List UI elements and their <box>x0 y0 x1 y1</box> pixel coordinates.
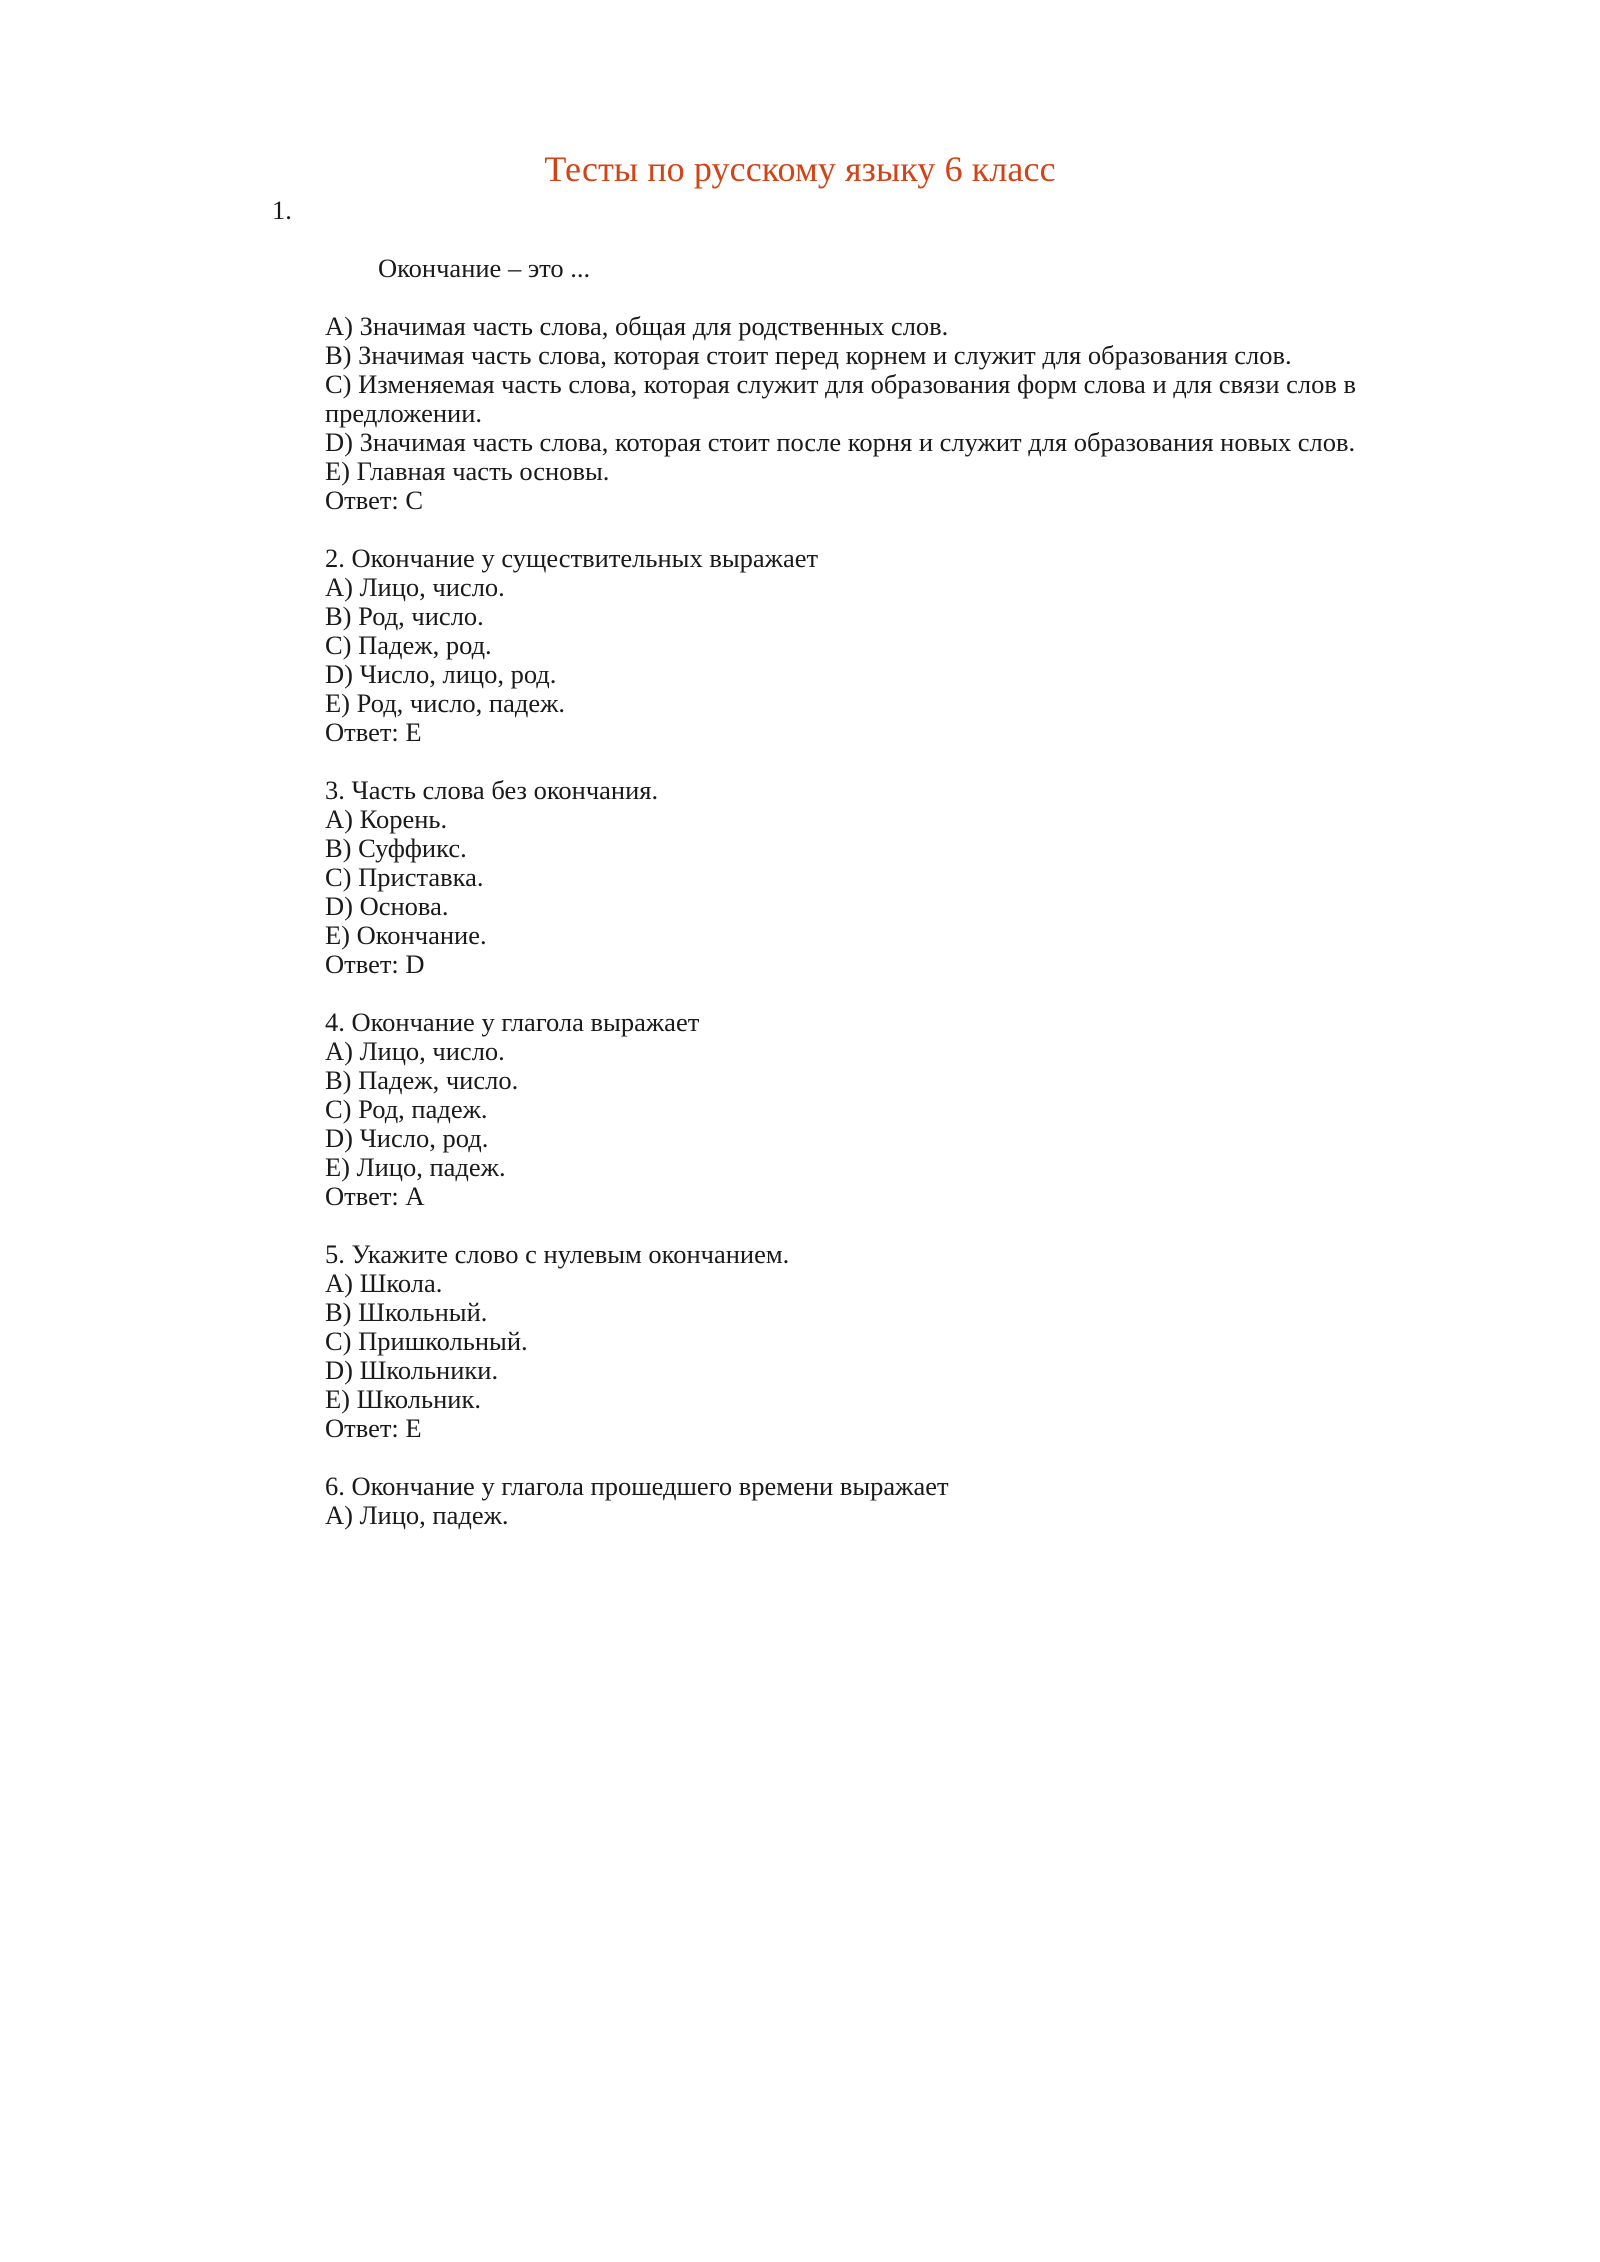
question-3-option-d: D) Основа. <box>325 891 449 921</box>
question-1-option-a: A) Значимая часть слова, общая для родственных слов. <box>325 311 949 341</box>
question-block-6 <box>272 1472 1472 1530</box>
question-4-option-e: E) Лицо, падеж. <box>325 1152 506 1182</box>
question-4-option-b: B) Падеж, число. <box>325 1065 519 1095</box>
question-block-1 <box>272 196 1472 515</box>
question-1-prompt-row <box>272 196 1472 312</box>
question-3-option-c: C) Приставка. <box>325 862 484 892</box>
question-block-4 <box>272 1008 1472 1211</box>
question-4-prompt: 4. Окончание у глагола выражает <box>325 1007 700 1037</box>
question-4-option-c: C) Род, падеж. <box>325 1094 488 1124</box>
question-1-number: 1. <box>272 195 292 225</box>
question-1-option-b: B) Значимая часть слова, которая стоит перед корнем и служит для образования слов. <box>325 340 1292 370</box>
question-block-3 <box>272 776 1472 979</box>
question-1-option-c: C) Изменяемая часть слова, которая служит для образования форм слова и для связи слов в предложении. <box>325 369 1363 428</box>
question-6-option-a: A) Лицо, падеж. <box>325 1500 509 1530</box>
question-5-option-c: C) Пришкольный. <box>325 1326 528 1356</box>
question-2-option-d: D) Число, лицо, род. <box>325 659 557 689</box>
question-block-5 <box>272 1240 1472 1443</box>
question-5-answer: Ответ: E <box>325 1413 422 1443</box>
question-4-answer: Ответ: A <box>325 1181 425 1211</box>
question-1-option-e: E) Главная часть основы. <box>325 456 610 486</box>
question-1-option-d: D) Значимая часть слова, которая стоит после корня и служит для образования новых слов. <box>325 427 1356 457</box>
question-3-answer: Ответ: D <box>325 949 425 979</box>
question-2-option-b: B) Род, число. <box>325 601 484 631</box>
question-2-answer: Ответ: E <box>325 717 422 747</box>
question-2-prompt: 2. Окончание у существительных выражает <box>325 543 819 573</box>
question-4-option-a: A) Лицо, число. <box>325 1036 505 1066</box>
question-3-prompt: 3. Часть слова без окончания. <box>325 775 659 805</box>
question-5-option-d: D) Школьники. <box>325 1355 499 1385</box>
question-5-option-e: E) Школьник. <box>325 1384 481 1414</box>
question-5-prompt: 5. Укажите слово с нулевым окончанием. <box>325 1239 790 1269</box>
question-2-option-a: A) Лицо, число. <box>325 572 505 602</box>
question-2-option-e: E) Род, число, падеж. <box>325 688 566 718</box>
question-1-prompt: Окончание – это ... <box>378 253 591 283</box>
question-1-answer: Ответ: C <box>325 485 424 515</box>
question-4-option-d: D) Число, род. <box>325 1123 489 1153</box>
question-5-option-a: A) Школа. <box>325 1268 443 1298</box>
document-body <box>272 196 1472 1530</box>
page-title: Тесты по русскому языку 6 класс <box>544 149 1056 189</box>
question-3-option-a: A) Корень. <box>325 804 448 834</box>
question-6-prompt: 6. Окончание у глагола прошедшего времени выражает <box>325 1471 949 1501</box>
question-3-option-e: E) Окончание. <box>325 920 487 950</box>
question-5-option-b: B) Школьный. <box>325 1297 488 1327</box>
question-block-2 <box>272 544 1472 747</box>
question-3-option-b: B) Суффикс. <box>325 833 467 863</box>
question-2-option-c: C) Падеж, род. <box>325 630 492 660</box>
